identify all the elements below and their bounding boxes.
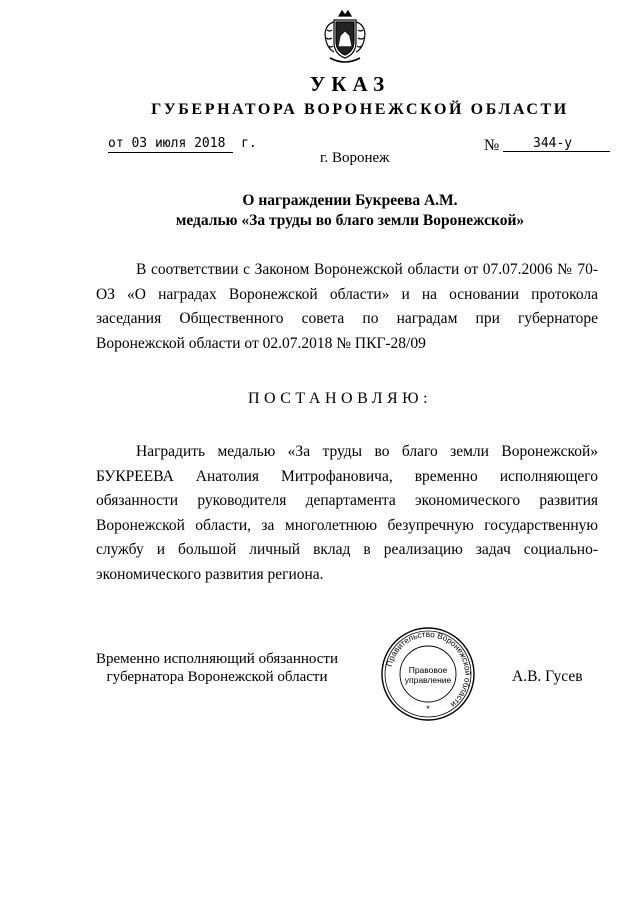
preamble-paragraph: В соответствии с Законом Воронежской области от 07.07.2006 № 70-ОЗ «О наградах Воронежской области» и на основании протокола заседания Общественного совета по наградам при губернаторе Воронежской области от 02.07.2018 № ПКГ-28/09 [96,261,598,352]
award-paragraph: Наградить медалью «За труды во благо земли Воронежской» БУКРЕЕВА Анатолия Митрофановича, временно исполняющего обязанности руководителя департамента экономического развития Воронежской области, за многолетнюю безупречную государственную службу и большой личный вклад в реализацию задач социально-экономического развития региона. [96,443,598,583]
number-label: № [484,137,500,154]
document-type-heading: УКАЗ [309,72,391,96]
date-suffix: г. [241,136,257,151]
resolve-heading: ПОСТАНОВЛЯЮ: [247,390,433,407]
stamp-mark: * [426,704,430,714]
official-stamp [380,626,476,722]
stamp-center-line-1: Правовое [408,665,448,675]
decree-number: 344-у [503,136,610,152]
signatory-title-line-1: Временно исполняющий обязанности [95,651,338,667]
decree-date [108,136,257,151]
date-value: 03 июля 2018 [131,136,226,151]
coat-of-arms-icon [322,8,368,68]
date-prefix: от [108,136,124,151]
signatory-name: А.В. Гусев [512,668,583,685]
subject-line-1: О награждении Букреева А.М. [242,192,458,209]
stamp-ring-text: Правительство Воронежской области [384,629,473,710]
signatory-title [92,650,342,686]
signatory-title-line-2: губернатора Воронежской области [106,669,328,685]
stamp-center-line-2: управление [404,675,452,685]
subject-line-2: медалью «За труды во благо земли Воронежской» [175,212,525,229]
decree-subject [100,191,600,231]
issuer-heading: ГУБЕРНАТОРА ВОРОНЕЖСКОЙ ОБЛАСТИ [151,101,569,118]
city-line: г. Воронеж [320,150,390,166]
